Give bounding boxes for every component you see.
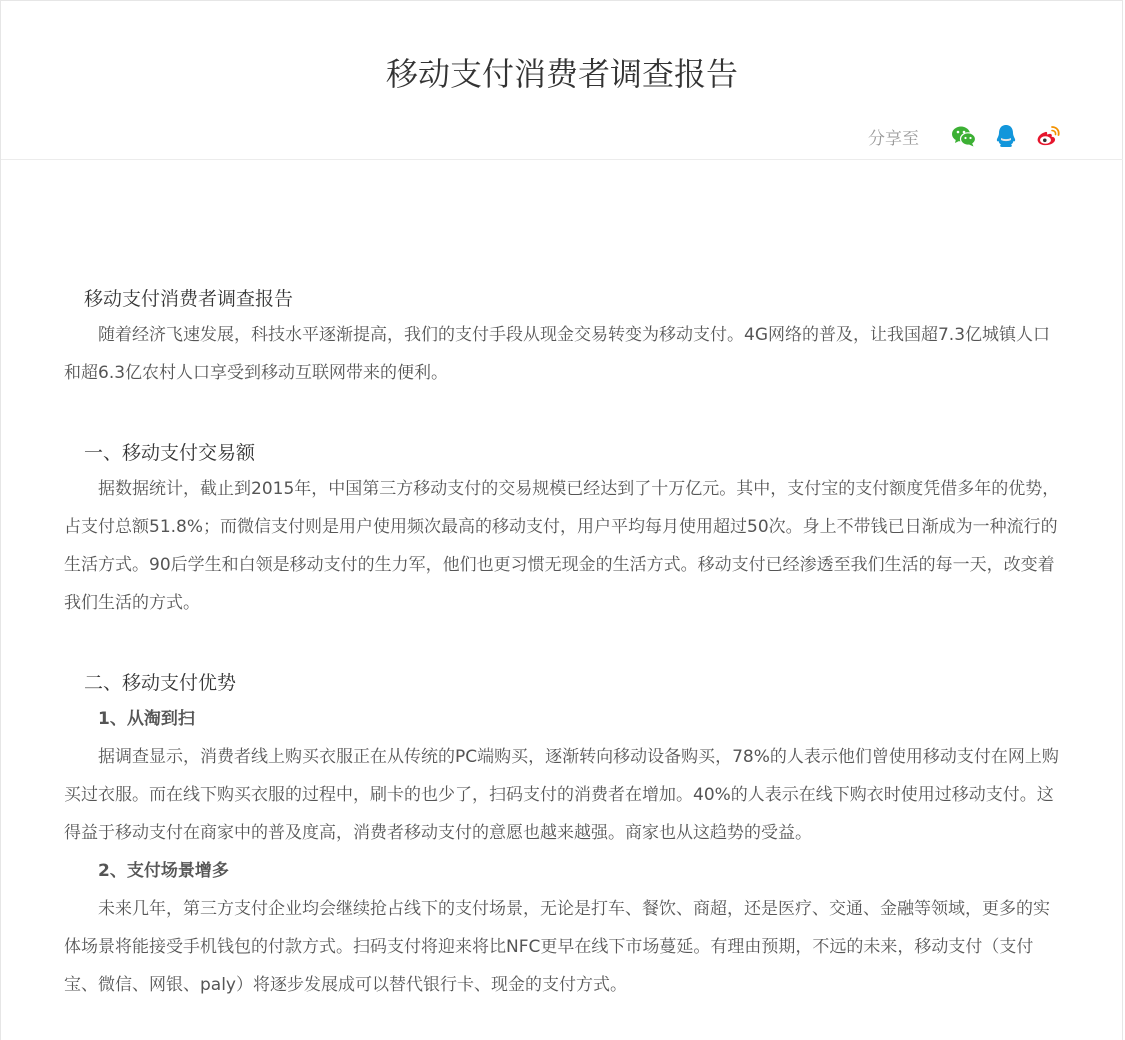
subsection2-heading: 2、支付场景增多	[98, 861, 229, 881]
weibo-icon[interactable]	[1035, 123, 1061, 149]
intro-paragraph: 随着经济飞速发展，科技水平逐渐提高，我们的支付手段从现金交易转变为移动支付。4G网络的普及，让我国超7.3亿城镇人口和超6.3亿农村人口享受到移动互联网带来的便利。	[64, 325, 1051, 383]
share-bar	[868, 121, 1061, 151]
subsection2-paragraph: 未来几年，第三方支付企业均会继续抢占线下的支付场景，无论是打车、餐饮、商超，还是医疗、交通、金融等领域，更多的实体场景将能接受手机钱包的付款方式。扫码支付将迎来将比NFC更早在线下市场蔓延。有理由预期，不远的未来，移动支付（支付宝、微信、网银、paly）将逐步发展成可以替代银行卡、现金的支付方式。	[64, 899, 1050, 995]
qq-icon[interactable]	[993, 123, 1019, 149]
article	[64, 282, 1064, 1004]
subsection1-paragraph: 据调查显示，消费者线上购买衣服正在从传统的PC端购买，逐渐转向移动设备购买，78%的人表示他们曾使用移动支付在网上购买过衣服。而在线下购买衣服的过程中，刷卡的也少了，扫码支付的消费者在增加。40%的人表示在线下购衣时使用过移动支付。这得益于移动支付在商家中的普及度高，消费者移动支付的意愿也越来越强。商家也从这趋势的受益。	[64, 747, 1059, 843]
wechat-icon[interactable]	[951, 123, 977, 149]
section1-paragraph: 据数据统计，截止到2015年，中国第三方移动支付的交易规模已经达到了十万亿元。其中，支付宝的支付额度凭借多年的优势，占支付总额51.8%；而微信支付则是用户使用频次最高的移动支付，用户平均每月使用超过50次。身上不带钱已日渐成为一种流行的生活方式。90后学生和白领是移动支付的生力军，他们也更习惯无现金的生活方式。移动支付已经渗透至我们生活的每一天，改变着我们生活的方式。	[64, 479, 1060, 613]
share-label: 分享至	[868, 128, 919, 149]
subsection1-heading: 1、从淘到扫	[98, 709, 195, 729]
page-title: 移动支付消费者调查报告	[385, 55, 738, 93]
header	[1, 1, 1123, 160]
section1-heading: 一、移动支付交易额	[84, 442, 256, 464]
section2-heading: 二、移动支付优势	[84, 672, 237, 694]
article-heading: 移动支付消费者调查报告	[84, 288, 294, 310]
